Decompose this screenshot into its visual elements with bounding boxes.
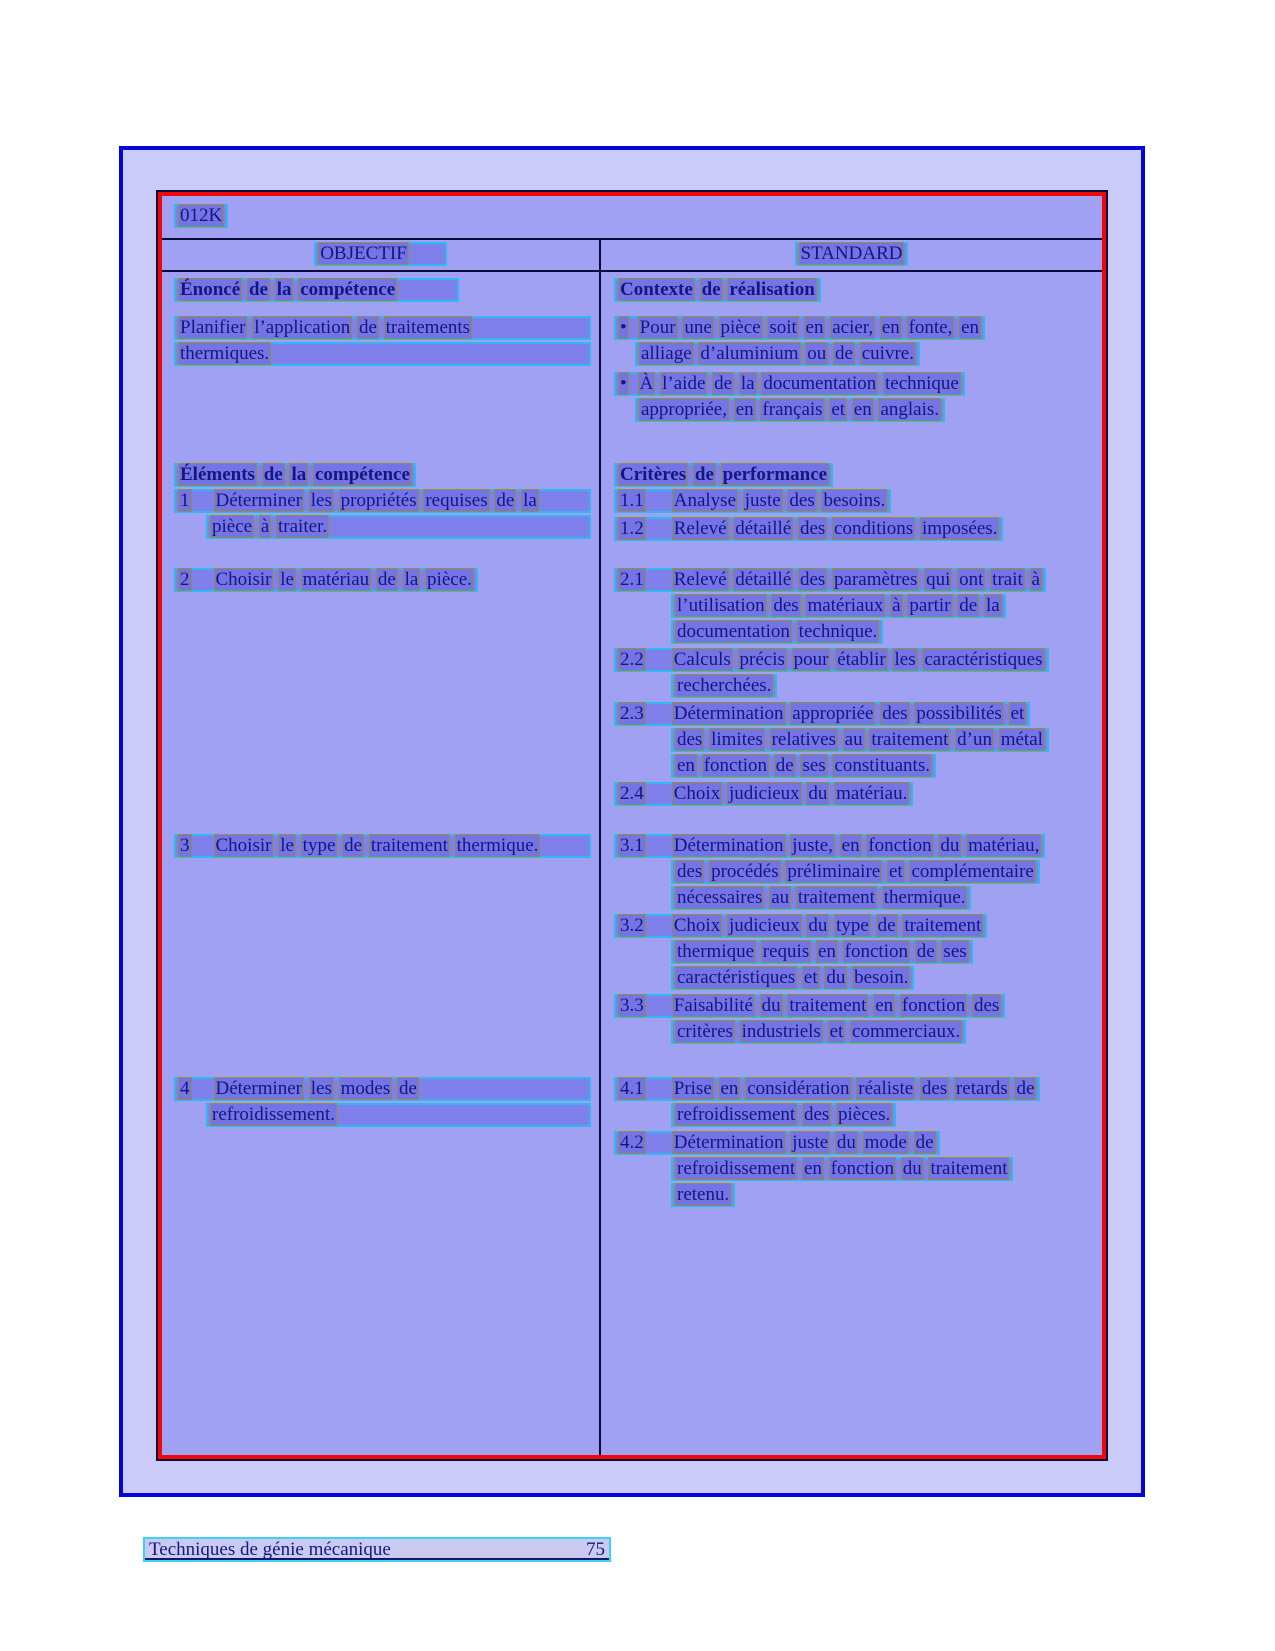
word: traitement — [871, 729, 949, 750]
word: compétence — [314, 464, 410, 485]
criterion-line — [671, 940, 973, 964]
element-line — [174, 834, 591, 858]
bullet-text — [638, 372, 961, 395]
word: le — [280, 569, 294, 590]
word: du — [761, 995, 781, 1016]
word: traiter. — [278, 516, 328, 537]
bullet-icon: • — [620, 373, 627, 394]
word: juste — [744, 490, 781, 511]
criterion-line — [614, 994, 1005, 1018]
word: de — [1016, 1078, 1035, 1099]
word: performance — [722, 464, 828, 485]
word: conditions — [834, 518, 914, 539]
criterion-number: 4.2 — [620, 1132, 644, 1153]
element-line — [174, 489, 591, 513]
element-text — [214, 834, 541, 857]
word: des — [973, 995, 1000, 1016]
word: en — [853, 399, 872, 420]
word: en — [881, 317, 900, 338]
criterion-line — [614, 517, 1003, 541]
element-2-cell — [162, 564, 601, 834]
word: la — [523, 490, 537, 511]
word: réaliste — [858, 1078, 914, 1099]
word: procédés — [711, 861, 779, 882]
word: une — [684, 317, 712, 338]
word: Choisir — [215, 835, 272, 856]
page-number: 75 — [586, 1539, 605, 1560]
criterion-number: 2.3 — [620, 703, 644, 724]
word: ses — [802, 755, 826, 776]
word: et — [829, 1021, 844, 1042]
word: le — [280, 835, 294, 856]
criterion-line — [614, 1077, 1040, 1101]
competency-table-inner — [158, 192, 1106, 1459]
element-number: 3 — [180, 835, 190, 856]
word: des — [789, 490, 815, 511]
word: la — [985, 595, 1000, 616]
word: thermiques. — [180, 343, 270, 364]
word: fonction — [703, 755, 768, 776]
word: de — [398, 1078, 417, 1099]
element-4-cell — [162, 1069, 601, 1455]
word: thermique. — [883, 887, 966, 908]
competency-code — [174, 204, 228, 228]
word: ou — [807, 343, 827, 364]
word: de — [694, 464, 714, 485]
word: Relevé — [673, 569, 727, 590]
word: du — [808, 915, 828, 936]
objectif-header — [314, 242, 447, 266]
word: en — [720, 1078, 739, 1099]
criterion-text — [672, 489, 887, 512]
word: juste — [792, 1132, 829, 1153]
criterion-line — [671, 966, 914, 990]
criterion-text — [672, 568, 1042, 591]
word: Détermination — [673, 703, 784, 724]
word: la — [404, 569, 419, 590]
word: des — [799, 569, 826, 590]
word: pièce — [720, 317, 761, 338]
word: du — [808, 783, 828, 804]
word: commerciaux. — [852, 1021, 961, 1042]
word: les — [894, 649, 916, 670]
criterion-line — [614, 834, 1045, 858]
word: imposées. — [921, 518, 998, 539]
word: et — [831, 399, 846, 420]
word: Relevé — [673, 518, 727, 539]
word: des — [677, 729, 703, 750]
element-line — [206, 515, 591, 539]
word: l’aide — [662, 373, 706, 394]
word: matériau, — [968, 835, 1040, 856]
word: paramètres — [834, 569, 918, 590]
word: en — [841, 835, 860, 856]
word: possibilités — [916, 703, 1002, 724]
word: de — [344, 835, 363, 856]
word: relatives — [771, 729, 836, 750]
word: Choisir — [215, 569, 272, 590]
word: des — [803, 1104, 830, 1125]
word: des — [921, 1078, 948, 1099]
criteria-1-cell — [601, 489, 1102, 564]
word: requis — [762, 941, 810, 962]
blue-panel — [119, 146, 1145, 1497]
table-body — [162, 272, 1102, 1455]
word: fonction — [901, 995, 966, 1016]
criterion-text — [672, 994, 1002, 1017]
context-bullet-line — [635, 342, 920, 366]
word: besoins. — [823, 490, 886, 511]
word: anglais. — [880, 399, 940, 420]
objectif-header-cell — [162, 240, 601, 270]
word: industriels — [741, 1021, 821, 1042]
word: des — [677, 861, 703, 882]
code-row — [162, 196, 1102, 240]
word: en — [875, 995, 894, 1016]
word: Calculs — [673, 649, 731, 670]
criteria-4-cell — [601, 1069, 1102, 1455]
word: de — [358, 317, 377, 338]
word: ses — [943, 941, 967, 962]
criterion-text — [672, 914, 984, 937]
word: documentation — [677, 621, 790, 642]
word: du — [940, 835, 960, 856]
word: cuivre. — [861, 343, 914, 364]
word: retards — [955, 1078, 1008, 1099]
word: technique. — [798, 621, 878, 642]
element-number: 2 — [180, 569, 190, 590]
word: établir — [837, 649, 886, 670]
word: pour — [793, 649, 829, 670]
word: constituants. — [834, 755, 930, 776]
word: et — [1010, 703, 1025, 724]
criterion-number: 4.1 — [620, 1078, 644, 1099]
word: en — [803, 1158, 822, 1179]
word: judicieux — [728, 915, 800, 936]
word: de — [775, 755, 794, 776]
criterion-text — [672, 517, 1000, 540]
criterion-number: 3.3 — [620, 995, 644, 1016]
column-header-row — [162, 240, 1102, 272]
word: Critères — [620, 464, 687, 485]
word: au — [844, 729, 863, 750]
word: réalisation — [729, 279, 815, 300]
element-text — [214, 568, 474, 591]
standard-header-cell — [601, 240, 1102, 270]
word: fonte, — [908, 317, 953, 338]
word: mode — [864, 1132, 907, 1153]
word: traitement — [930, 1158, 1008, 1179]
criteria-2-cell — [601, 564, 1102, 834]
criterion-line — [671, 728, 1049, 752]
word: en — [805, 317, 824, 338]
word: compétence — [300, 279, 396, 300]
criterion-line — [614, 782, 913, 806]
word: juste, — [792, 835, 833, 856]
word: à — [892, 595, 901, 616]
criterion-line — [671, 594, 1006, 618]
word: pièces. — [838, 1104, 891, 1125]
word: considération — [747, 1078, 850, 1099]
word: de — [915, 1132, 934, 1153]
word: à — [1031, 569, 1040, 590]
bullet-icon: • — [620, 317, 627, 338]
word: et — [888, 861, 903, 882]
context-bullet-line — [614, 316, 985, 340]
criterion-number: 2.4 — [620, 783, 644, 804]
word: pièce. — [427, 569, 472, 590]
word: refroidissement — [677, 1104, 796, 1125]
word: de — [496, 490, 515, 511]
word: STANDARD — [800, 243, 903, 264]
word: refroidissement. — [212, 1104, 335, 1125]
page-footer — [143, 1537, 611, 1562]
word: caractéristiques — [924, 649, 1043, 670]
word: fonction — [844, 941, 908, 962]
word: traitements — [385, 317, 471, 338]
word: acier, — [832, 317, 874, 338]
word: nécessaires — [677, 887, 763, 908]
word: du — [836, 1132, 856, 1153]
spacer — [174, 304, 591, 316]
word: Planifier — [180, 317, 246, 338]
word: Contexte — [620, 279, 693, 300]
word: de — [916, 941, 935, 962]
word: de — [877, 915, 896, 936]
word: 012K — [180, 205, 223, 226]
word: appropriée, — [641, 399, 727, 420]
criterion-line — [671, 1157, 1013, 1181]
word: critères — [677, 1021, 733, 1042]
criterion-number: 1.1 — [620, 490, 644, 511]
criterion-line — [614, 1131, 940, 1155]
word: ont — [959, 569, 984, 590]
contexte-cell — [601, 272, 1102, 459]
context-bullet-line — [614, 372, 965, 396]
word: retenu. — [677, 1184, 730, 1205]
word: les — [310, 490, 332, 511]
word: qui — [926, 569, 951, 590]
elements-heading-cell — [162, 459, 601, 489]
word: Prise — [673, 1078, 712, 1099]
statement-line — [174, 342, 591, 366]
word: au — [771, 887, 790, 908]
criterion-text — [672, 834, 1042, 857]
word: et — [803, 967, 818, 988]
word: matériaux — [807, 595, 884, 616]
word: français — [762, 399, 823, 420]
word: Détermination — [673, 835, 784, 856]
word: alliage — [641, 343, 692, 364]
word: fonction — [830, 1158, 894, 1179]
word: technique — [884, 373, 959, 394]
element-3-cell — [162, 834, 601, 1069]
word: Éléments — [180, 464, 255, 485]
word: d’un — [957, 729, 992, 750]
word: d’aluminium — [700, 343, 799, 364]
word: limites — [711, 729, 763, 750]
word: appropriée — [792, 703, 874, 724]
word: traitement — [904, 915, 982, 936]
word: besoin. — [854, 967, 909, 988]
word: traitement — [789, 995, 867, 1016]
criterion-number: 1.2 — [620, 518, 644, 539]
word: en — [961, 317, 980, 338]
word: Choix — [673, 783, 721, 804]
context-bullet-line — [635, 398, 945, 422]
word: requises — [425, 490, 488, 511]
word: traitement — [370, 835, 448, 856]
criterion-line — [671, 1020, 966, 1044]
element-1-cell — [162, 489, 601, 564]
word: thermique — [677, 941, 755, 962]
criterion-number: 2.2 — [620, 649, 644, 670]
element-line — [174, 568, 478, 592]
word: la — [276, 279, 292, 300]
word: type — [836, 915, 869, 936]
criterion-line — [671, 1183, 735, 1207]
word: propriétés — [340, 490, 417, 511]
criterion-line — [671, 674, 777, 698]
criterion-text — [672, 702, 1027, 725]
elements-heading — [174, 463, 416, 487]
word: OBJECTIF — [320, 243, 407, 264]
word: partir — [909, 595, 951, 616]
criterion-line — [671, 620, 883, 644]
contexte-heading — [614, 278, 821, 302]
bullet-text — [638, 316, 981, 339]
spacer — [614, 304, 1092, 316]
word: type — [302, 835, 336, 856]
enonce-cell — [162, 272, 601, 459]
word: la — [291, 464, 307, 485]
word: complémentaire — [911, 861, 1034, 882]
criterion-text — [672, 1077, 1037, 1100]
criterion-number: 2.1 — [620, 569, 644, 590]
word: fonction — [868, 835, 932, 856]
word: de — [377, 569, 396, 590]
word: les — [310, 1078, 332, 1099]
criterion-line — [614, 702, 1030, 726]
word: de — [701, 279, 721, 300]
word: du — [826, 967, 846, 988]
word: métal — [1000, 729, 1043, 750]
word: en — [817, 941, 836, 962]
word: matériau. — [836, 783, 908, 804]
footer-title: Techniques de génie mécanique — [149, 1539, 391, 1560]
element-text — [214, 1077, 419, 1100]
criterion-line — [614, 648, 1049, 672]
element-number: 1 — [180, 490, 190, 511]
criterion-text — [672, 1131, 936, 1154]
element-text — [214, 489, 539, 512]
element-line — [206, 1103, 591, 1127]
word: de — [714, 373, 733, 394]
word: des — [799, 518, 826, 539]
word: documentation — [763, 373, 877, 394]
word: refroidissement — [677, 1158, 796, 1179]
word: des — [882, 703, 908, 724]
word: détaillé — [735, 518, 792, 539]
word: caractéristiques — [677, 967, 796, 988]
word: Énoncé — [180, 279, 241, 300]
element-line — [174, 1077, 591, 1101]
criterion-text — [672, 782, 910, 805]
word: de — [835, 343, 853, 364]
word: préliminaire — [787, 861, 881, 882]
word: précis — [739, 649, 785, 670]
word: détaillé — [735, 569, 792, 590]
word: pièce — [212, 516, 253, 537]
word: matériau — [302, 569, 370, 590]
criteres-heading — [614, 463, 833, 487]
competency-table — [156, 190, 1108, 1461]
word: traitement — [797, 887, 875, 908]
word: recherchées. — [677, 675, 772, 696]
word: Déterminer — [215, 490, 303, 511]
criteria-3-cell — [601, 834, 1102, 1069]
criterion-line — [671, 754, 936, 778]
statement-line — [174, 316, 591, 340]
criterion-line — [614, 914, 987, 938]
criterion-number: 3.1 — [620, 835, 644, 856]
word: Choix — [673, 915, 721, 936]
word: l’utilisation — [677, 595, 765, 616]
word: de — [263, 464, 283, 485]
word: en — [677, 755, 695, 776]
criterion-line — [671, 886, 971, 910]
word: la — [740, 373, 755, 394]
word: à — [260, 516, 270, 537]
word: Déterminer — [215, 1078, 303, 1099]
word: l’application — [254, 317, 351, 338]
criterion-text — [672, 648, 1045, 671]
word: des — [773, 595, 799, 616]
word: en — [735, 399, 754, 420]
word: soit — [769, 317, 797, 338]
element-number: 4 — [180, 1078, 190, 1099]
word: trait — [992, 569, 1023, 590]
word: thermique. — [456, 835, 539, 856]
criterion-number: 3.2 — [620, 915, 644, 936]
word: Faisabilité — [673, 995, 753, 1016]
word: Détermination — [673, 1132, 784, 1153]
criterion-line — [614, 568, 1046, 592]
enonce-heading — [174, 278, 459, 302]
word: de — [248, 279, 268, 300]
criterion-line — [671, 860, 1040, 884]
word: de — [959, 595, 978, 616]
word: À — [639, 373, 654, 394]
word: modes — [340, 1078, 391, 1099]
standard-header — [795, 242, 909, 266]
word: Pour — [639, 317, 676, 338]
word: du — [902, 1158, 922, 1179]
criterion-line — [671, 1103, 896, 1127]
criterion-line — [614, 489, 891, 513]
criteres-heading-cell — [601, 459, 1102, 489]
word: Analyse — [673, 490, 737, 511]
word: judicieux — [728, 783, 800, 804]
